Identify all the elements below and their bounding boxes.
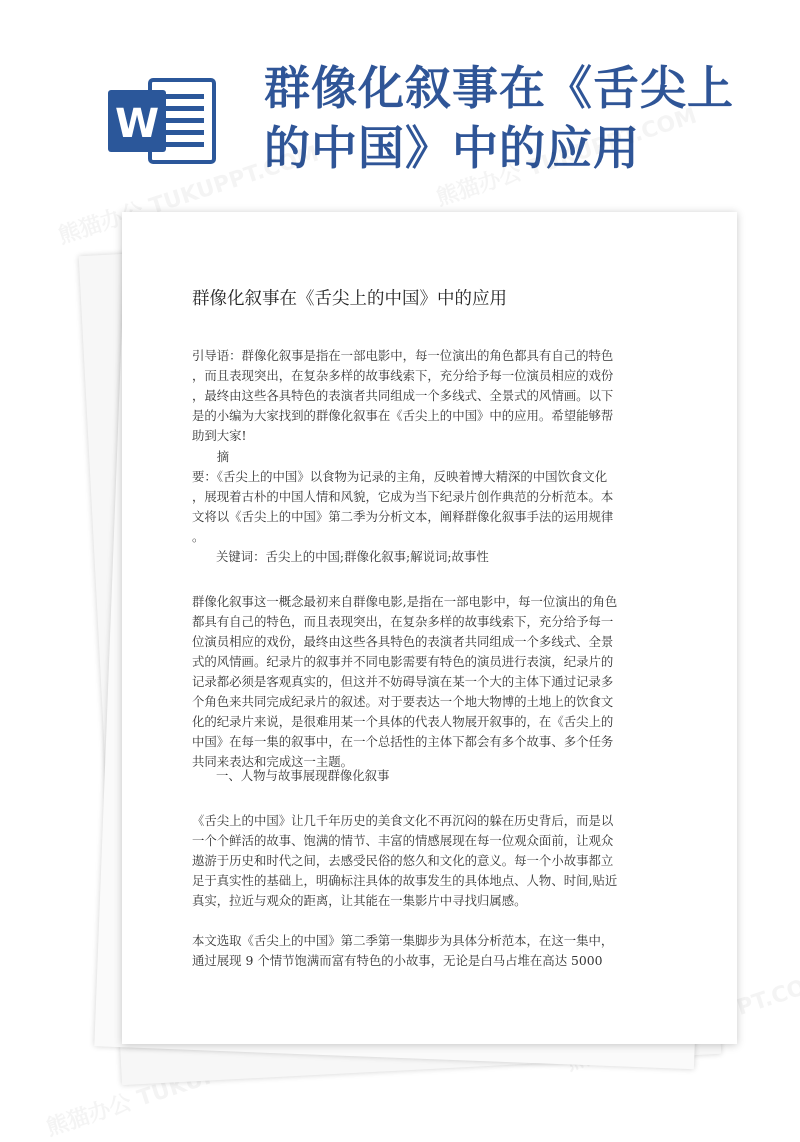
body-paragraph-1 (192, 592, 672, 772)
text-line: 位演员相应的戏份，最终由这些各具特色的表演者共同组成一个多线式、全景 (192, 634, 614, 649)
text-line: 中国》在每一集的叙事中，在一个总括性的主体下都会有多个故事、多个任务 (192, 734, 614, 749)
text-line: 都具有自己的特色，而且表现突出，在复杂多样的故事线索下，充分给予每一 (192, 614, 614, 629)
logo-letter: W (114, 101, 160, 147)
text-line: 引导语：群像化叙事是指在一部电影中，每一位演出的角色都具有自己的特色 (192, 348, 614, 363)
banner-title-line: 群像化叙事在《舌尖上 (264, 61, 734, 115)
text-line: 化的纪录片来说，是很难用某一个具体的代表人物展开叙事的，在《舌尖上的 (192, 714, 614, 729)
abstract-paragraph (192, 447, 672, 547)
body-paragraph-2 (192, 811, 672, 911)
text-line: 关键词：舌尖上的中国;群像化叙事;解说词;故事性 (216, 549, 489, 564)
text-line: 遨游于历史和时代之间，去感受民俗的悠久和文化的意义。每一个小故事都立 (192, 853, 614, 868)
banner-title-line: 的中国》中的应用 (264, 121, 640, 175)
word-document-icon (106, 76, 218, 166)
text-line: ，而且表现突出，在复杂多样的故事线索下，充分给予每一位演员相应的戏份 (192, 368, 614, 383)
intro-paragraph (192, 346, 672, 446)
text-line: 。 (192, 529, 205, 544)
text-line: 是的小编为大家找到的群像化叙事在《舌尖上的中国》中的应用。希望能够帮 (192, 408, 614, 423)
text-line: 一、人物与故事展现群像化叙事 (216, 768, 390, 783)
section-heading (192, 766, 672, 786)
text-line: ，最终由这些各具特色的表演者共同组成一个多线式、全景式的风情画。以下 (192, 388, 614, 403)
text-line: 要：《舌尖上的中国》以食物为记录的主角，反映着博大精深的中国饮食文化 (192, 469, 608, 484)
text-line: 文将以《舌尖上的中国》第二季为分析文本，阐释群像化叙事手法的运用规律 (192, 509, 614, 524)
text-line: 群像化叙事这一概念最初来自群像电影,是指在一部电影中，每一位演出的角色 (192, 594, 618, 609)
text-line: 记录都必须是客观真实的，但这并不妨碍导演在某一个大的主体下通过记录多 (192, 674, 614, 689)
banner-title (264, 58, 784, 178)
text-line: 摘 (192, 449, 230, 464)
text-line: 式的风情画。纪录片的叙事并不同电影需要有特色的演员进行表演，纪录片的 (192, 654, 614, 669)
text-line: 足于真实性的基础上，明确标注具体的故事发生的具体地点、人物、时间,贴近 (192, 873, 618, 888)
text-line: 共同来表达和完成这一主题。 (192, 754, 354, 769)
text-line: 通过展现 9 个情节饱满而富有特色的小故事，无论是白马占堆在高达 5000 (192, 953, 603, 968)
text-line: ，展现着古朴的中国人情和风貌，它成为当下纪录片创作典范的分析范本。本 (192, 489, 614, 504)
text-line: 真实，拉近与观众的距离，让其能在一集影片中寻找归属感。 (192, 893, 527, 908)
text-line: 《舌尖上的中国》让几千年历史的美食文化不再沉闷的躲在历史背后，而是以 (192, 813, 614, 828)
document-page (122, 212, 737, 1044)
keywords-line (192, 547, 672, 567)
document-title: 群像化叙事在《舌尖上的中国》中的应用 (192, 289, 507, 309)
text-line: 个角色来共同完成纪录片的叙述。对于要表达一个地大物博的土地上的饮食文 (192, 694, 614, 709)
body-paragraph-3 (192, 931, 672, 971)
text-line: 一个个鲜活的故事、饱满的情节、丰富的情感展现在每一位观众面前，让观众 (192, 833, 614, 848)
text-line: 助到大家! (192, 428, 247, 443)
text-line: 本文选取《舌尖上的中国》第二季第一集脚步为具体分析范本，在这一集中， (192, 933, 614, 948)
